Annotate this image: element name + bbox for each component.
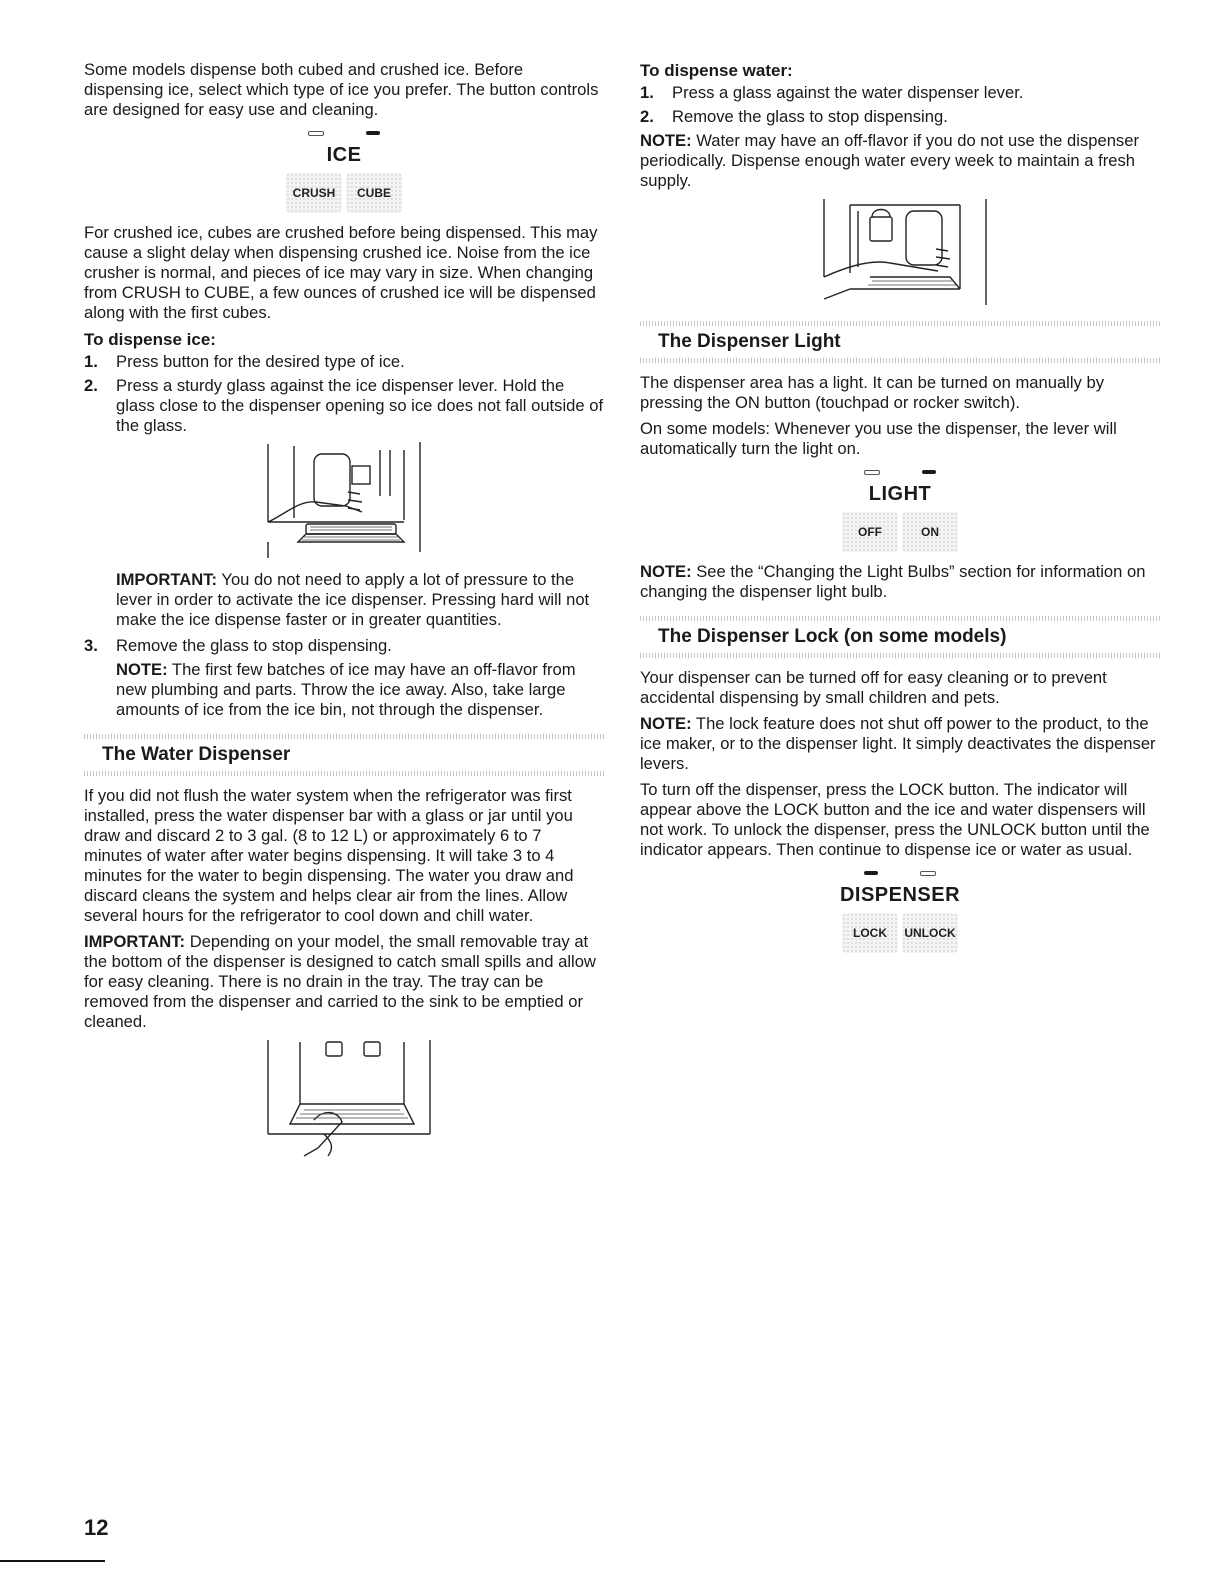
- unlock-indicator: [920, 871, 936, 876]
- water-dispenser-title: The Water Dispenser: [102, 744, 291, 765]
- water-step-1: 1. Press a glass against the water dispenser lever.: [640, 83, 1024, 102]
- dispense-water-steps: [640, 83, 1160, 127]
- ice-indicators: [84, 126, 604, 140]
- water-off-flavor-note: NOTE: Water may have an off-flavor if you do not use the dispenser periodically. Dispense enough water every week to maintain a fresh supply.: [640, 131, 1139, 190]
- dispenser-light-title: The Dispenser Light: [658, 331, 841, 352]
- dispenser-lock-title: The Dispenser Lock (on some models): [658, 626, 1007, 647]
- light-paragraph-1: The dispenser area has a light. It can be turned on manually by pressing the ON button (touchpad or rocker switch).: [640, 373, 1104, 412]
- dispense-ice-heading: To dispense ice:: [84, 330, 216, 349]
- left-column: [84, 60, 604, 1168]
- ice-dispenser-illustration: [254, 440, 434, 560]
- off-flavor-note: NOTE: The first few batches of ice may have an off-flavor from new plumbing and parts. Throw the ice away. Also, take large amounts of ice from the ice bin, not through the dispenser.: [116, 660, 576, 719]
- off-button: OFF: [842, 512, 898, 552]
- lock-indicator: [864, 871, 878, 875]
- cube-indicator: [366, 131, 380, 135]
- page-number: 12: [84, 1515, 109, 1540]
- water-dispenser-section-header: [84, 734, 604, 776]
- drip-tray-illustration: [254, 1038, 434, 1168]
- crush-button: CRUSH: [286, 173, 342, 213]
- dispense-water-heading: To dispense water:: [640, 61, 793, 80]
- crushed-ice-paragraph: For crushed ice, cubes are crushed before being dispensed. This may cause a slight delay when dispensing crushed ice. Noise from the ice crusher is normal, and pieces of ice may vary in size. When changing from CRUSH to CUBE, a few ounces of crushed ice will be dispensed along with the first cubes.: [84, 223, 598, 322]
- ice-step-1: 1. Press button for the desired type of ice.: [84, 352, 405, 371]
- water-dispenser-illustration: [810, 197, 990, 307]
- dispenser-lock-control-panel: [640, 866, 1160, 953]
- cube-button: CUBE: [346, 173, 402, 213]
- lock-paragraph-1: Your dispenser can be turned off for easy cleaning or to prevent accidental dispensing by small children and pets.: [640, 668, 1107, 707]
- water-flush-paragraph: If you did not flush the water system when the refrigerator was first installed, press the water dispenser bar with a glass or jar until you draw and discard 2 to 3 gal. (8 to 12 L) or approximately 6 to 7 minutes of water after water begins dispensing. It will take 3 to 4 minutes for the water to begin dispensing. The water you draw and discard cleans the system and helps clear air from the lines. Allow several hours for the refrigerator to cool down and chill water.: [84, 786, 574, 925]
- intro-paragraph: Some models dispense both cubed and crushed ice. Before dispensing ice, select which type of ice you prefer. The button controls are designed for easy use and cleaning.: [84, 60, 599, 119]
- dispense-ice-steps: [84, 352, 604, 436]
- unlock-button: UNLOCK: [902, 913, 958, 953]
- ice-step-2: 2. Press a sturdy glass against the ice dispenser lever. Hold the glass close to the dispenser opening so ice does not fall outside of the glass.: [84, 376, 604, 435]
- dispenser-lock-section-header: [640, 616, 1160, 658]
- ice-step-3: 3. Remove the glass to stop dispensing.: [84, 636, 392, 655]
- lock-paragraph-2: To turn off the dispenser, press the LOCK button. The indicator will appear above the LOCK button and the ice and water dispensers will not work. To unlock the dispenser, press the UNLOCK button until the indicator appears. Then continue to dispense ice or water as usual.: [640, 780, 1150, 859]
- on-indicator: [922, 470, 936, 474]
- light-indicators: [640, 465, 1160, 479]
- dispenser-light-section-header: [640, 321, 1160, 363]
- light-control-panel: [640, 465, 1160, 552]
- ice-panel-label: ICE: [326, 144, 362, 166]
- lock-power-note: NOTE: The lock feature does not shut off power to the product, to the ice maker, or to the dispenser light. It simply deactivates the dispenser levers.: [640, 714, 1156, 773]
- important-pressure-note: IMPORTANT: You do not need to apply a lot of pressure to the lever in order to activate the ice dispenser. Pressing hard will not make the ice dispense faster or in greater quantities.: [116, 570, 590, 629]
- right-column: [640, 60, 1160, 963]
- crush-indicator: [308, 131, 324, 136]
- light-panel-label: LIGHT: [868, 483, 932, 505]
- lock-indicators: [640, 866, 1160, 880]
- light-paragraph-2: On some models: Whenever you use the dispenser, the lever will automatically turn the light on.: [640, 419, 1117, 458]
- dispenser-panel-label: DISPENSER: [839, 884, 961, 906]
- lock-button: LOCK: [842, 913, 898, 953]
- footer-rule: [0, 1560, 105, 1562]
- water-step-2: 2. Remove the glass to stop dispensing.: [640, 107, 948, 126]
- on-button: ON: [902, 512, 958, 552]
- off-indicator: [864, 470, 880, 475]
- light-bulb-note: NOTE: See the “Changing the Light Bulbs” section for information on changing the dispenser light bulb.: [640, 562, 1146, 601]
- ice-control-panel: [84, 126, 604, 213]
- dispense-ice-steps-continued: [84, 636, 604, 656]
- important-tray-note: IMPORTANT: Depending on your model, the small removable tray at the bottom of the dispenser is designed to catch small spills and allow for easy cleaning. There is no drain in the tray. The tray can be removed from the dispenser and carried to the sink to be emptied or cleaned.: [84, 932, 596, 1031]
